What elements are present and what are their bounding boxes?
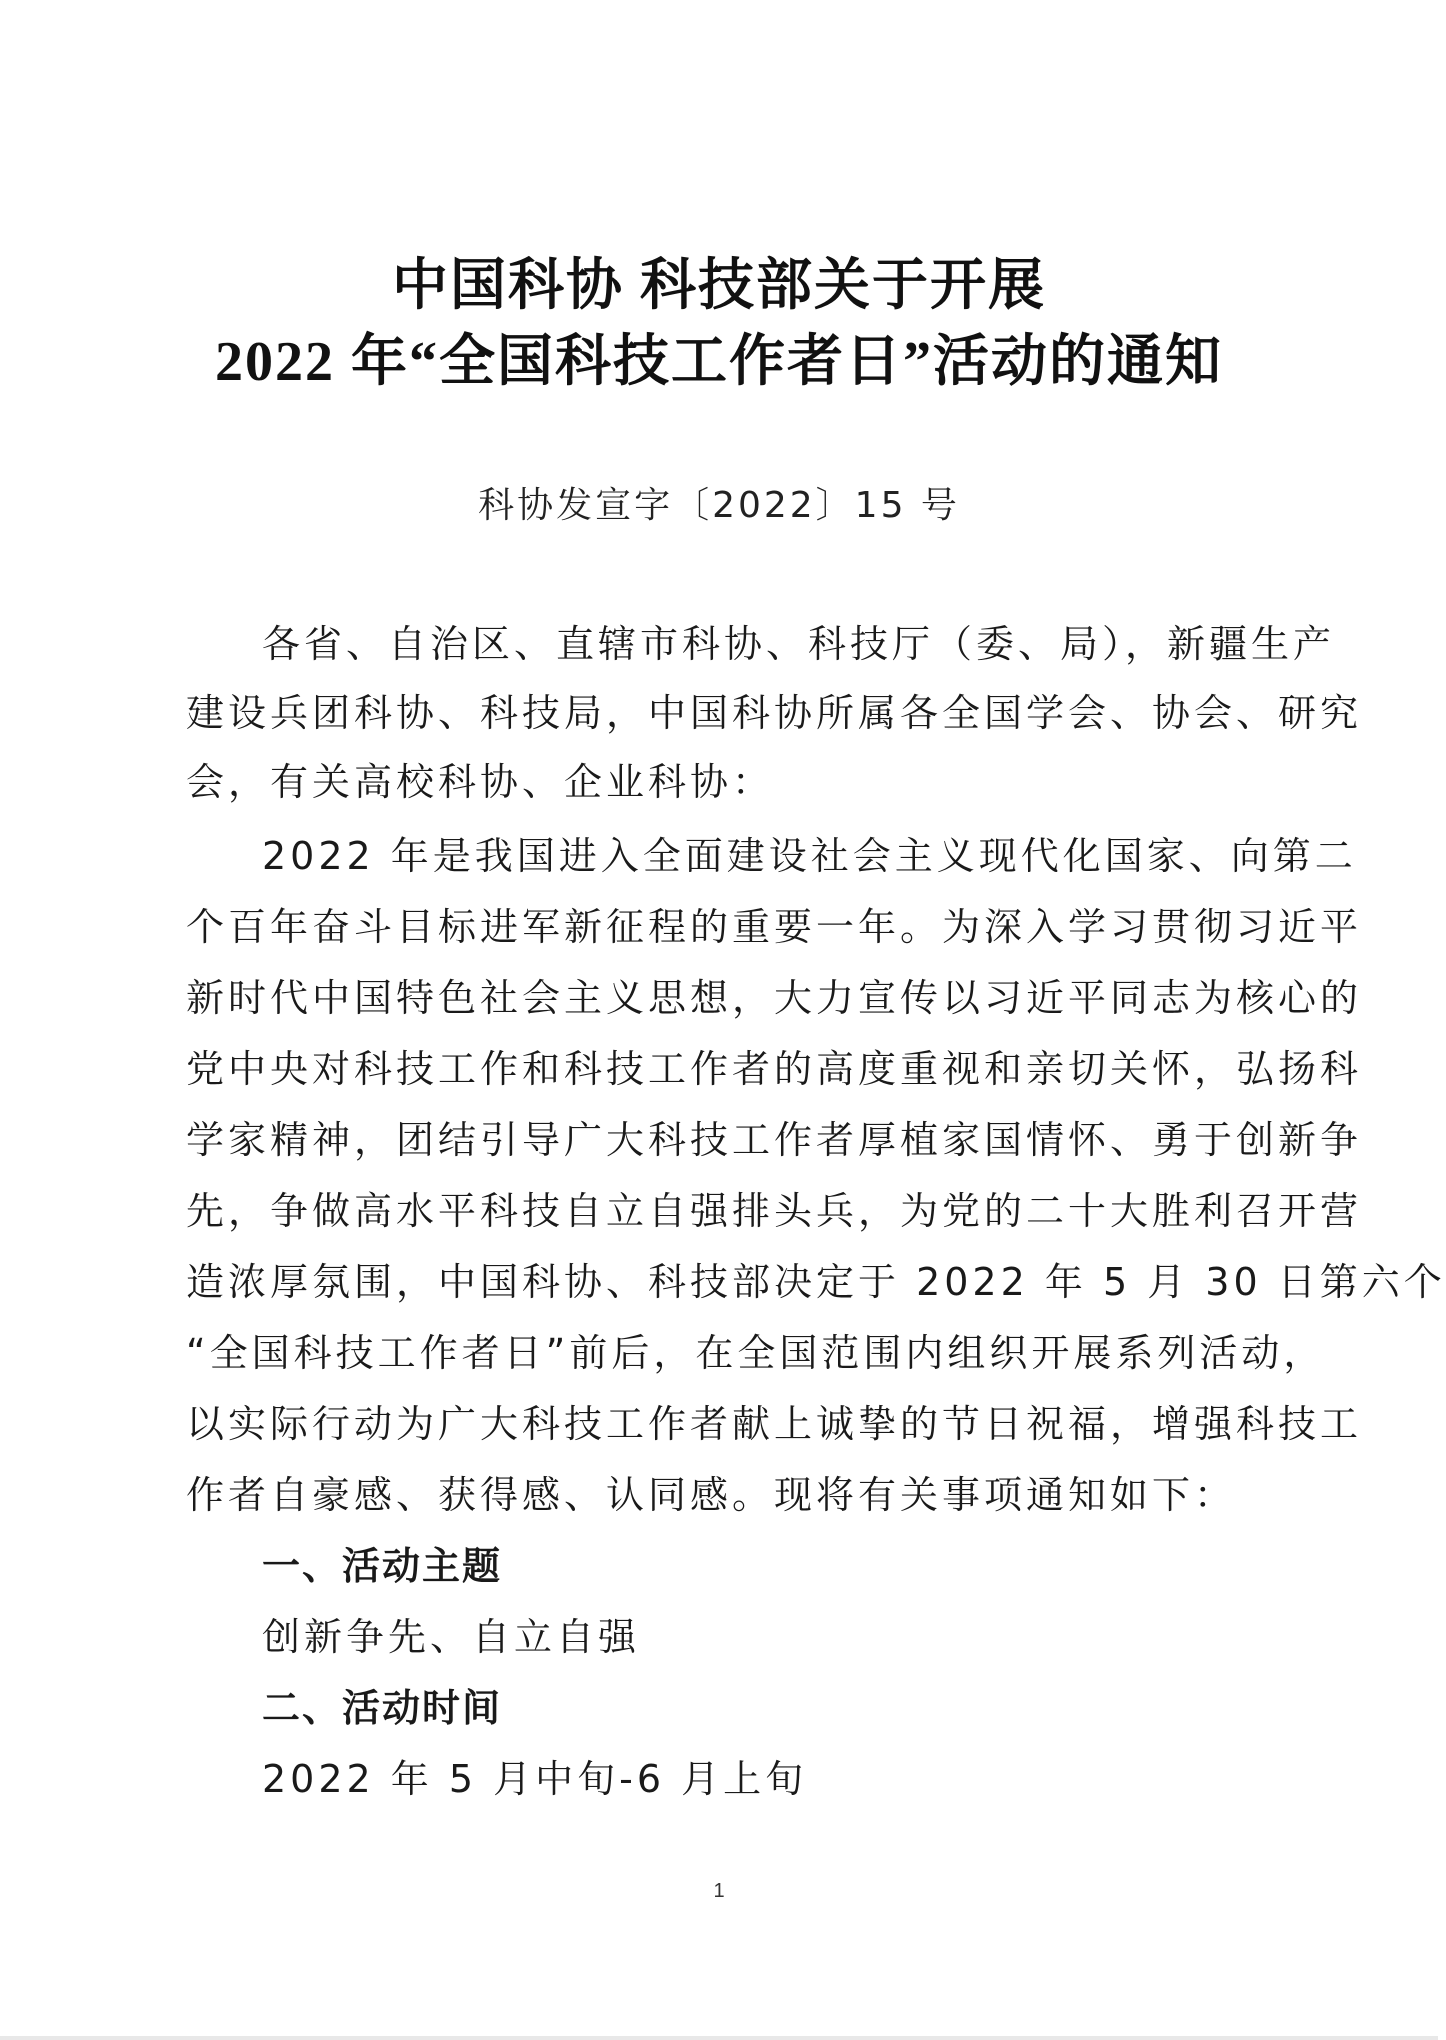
intro-line-9: 以实际行动为广大科技工作者献上诚挚的节日祝福，增强科技工	[186, 1402, 1363, 1446]
intro-line-7: 造浓厚氛围，中国科协、科技部决定于 2022 年 5 月 30 日第六个	[186, 1260, 1446, 1304]
addressee-line-3: 会，有关高校科协、企业科协：	[186, 760, 775, 804]
section1-heading: 一、活动主题	[262, 1544, 503, 1588]
intro-line-8: “全国科技工作者日”前后，在全国范围内组织开展系列活动，	[186, 1331, 1326, 1375]
document-number: 科协发宣字〔2022〕15 号	[478, 485, 960, 526]
page-bottom-edge	[0, 2036, 1438, 2040]
document-title-line2: 2022 年“全国科技工作者日”活动的通知	[215, 331, 1223, 393]
intro-line-10: 作者自豪感、获得感、认同感。现将有关事项通知如下：	[186, 1473, 1237, 1517]
intro-line-4: 党中央对科技工作和科技工作者的高度重视和亲切关怀，弘扬科	[186, 1047, 1363, 1091]
addressee-line-1: 各省、自治区、直辖市科协、科技厅（委、局），新疆生产	[262, 622, 1336, 666]
page-number: 1	[713, 1880, 725, 1902]
intro-line-5: 学家精神，团结引导广大科技工作者厚植家国情怀、勇于创新争	[186, 1118, 1363, 1162]
section1-body: 创新争先、自立自强	[262, 1615, 641, 1659]
addressee-line-2: 建设兵团科协、科技局，中国科协所属各全国学会、协会、研究	[186, 691, 1363, 735]
intro-line-3: 新时代中国特色社会主义思想，大力宣传以习近平同志为核心的	[186, 976, 1363, 1020]
intro-line-6: 先，争做高水平科技自立自强排头兵，为党的二十大胜利召开营	[186, 1189, 1363, 1233]
intro-line-2: 个百年奋斗目标进军新征程的重要一年。为深入学习贯彻习近平	[186, 905, 1363, 949]
intro-line-1: 2022 年是我国进入全面建设社会主义现代化国家、向第二	[262, 834, 1357, 878]
section2-body: 2022 年 5 月中旬-6 月上旬	[262, 1757, 808, 1801]
section2-heading: 二、活动时间	[262, 1686, 503, 1730]
document-title-line1: 中国科协 科技部关于开展	[392, 255, 1046, 317]
